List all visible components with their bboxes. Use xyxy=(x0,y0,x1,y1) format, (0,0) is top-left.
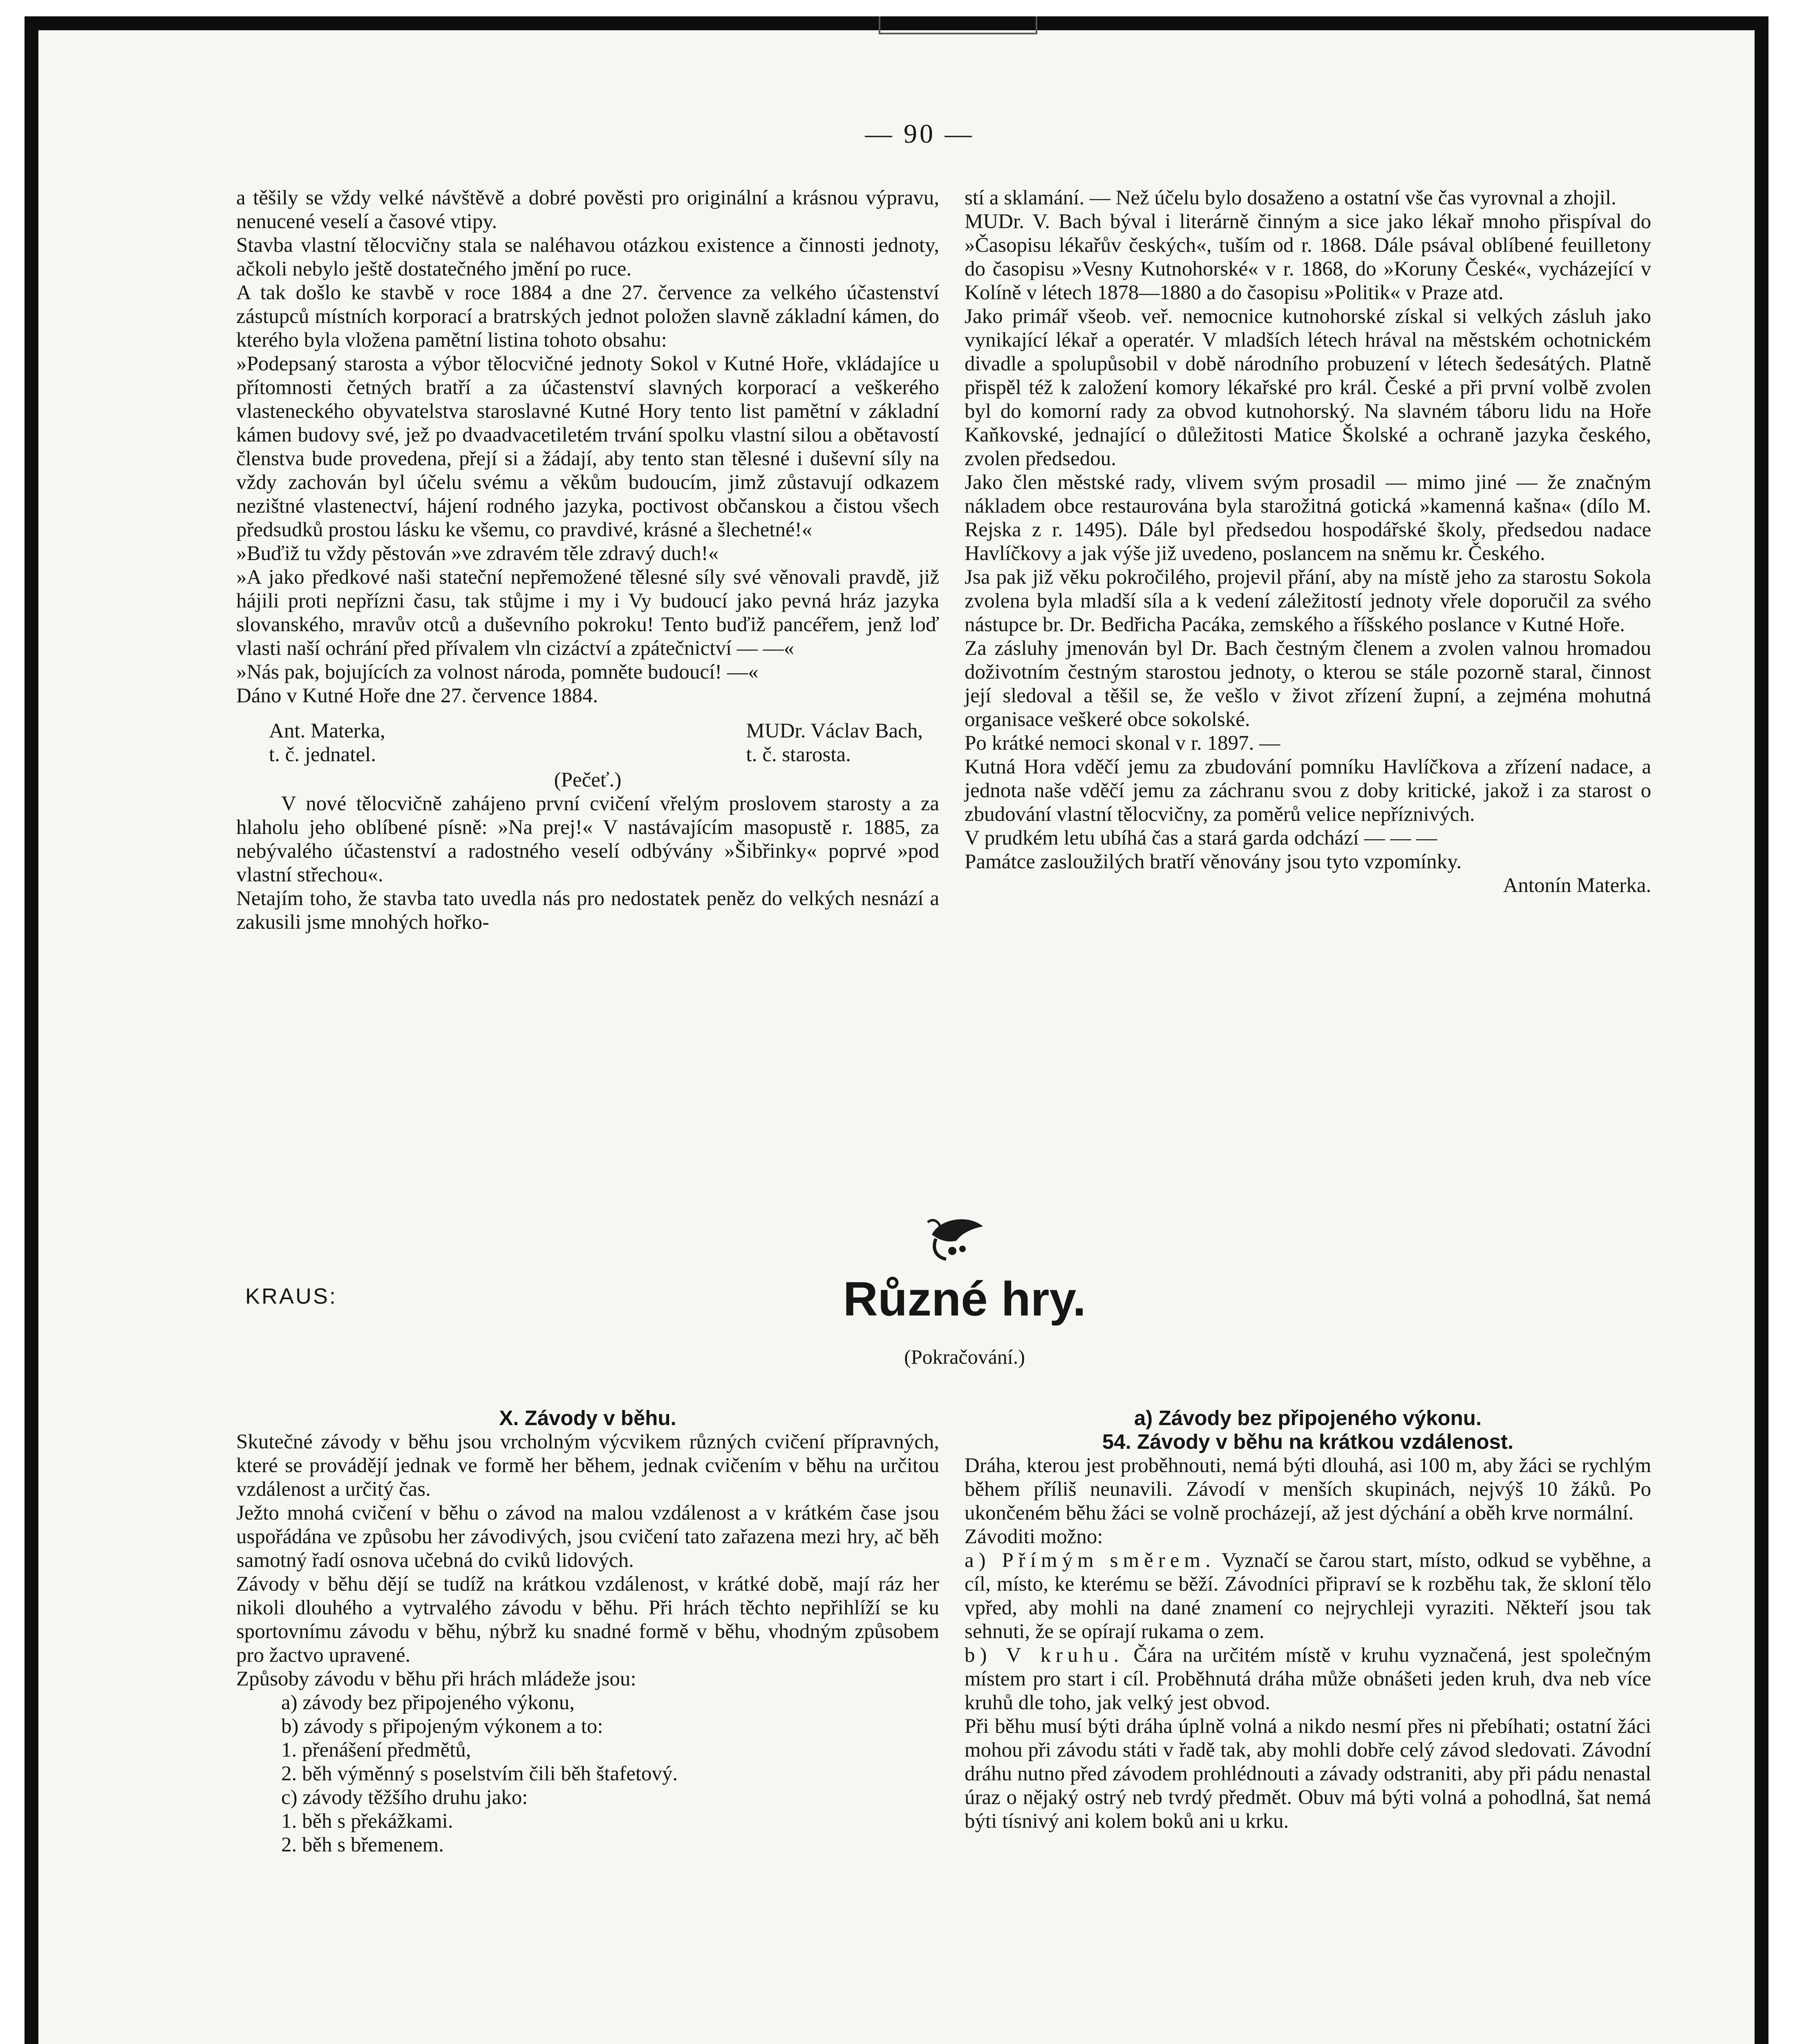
author-label: KRAUS: xyxy=(245,1284,338,1309)
paragraph: stí a sklamání. — Než účelu bylo dosaženo a ostatní vše čas vyrovnal a zhojil. xyxy=(965,186,1616,209)
list-item: c) závody těžšího druhu jako: xyxy=(281,1786,528,1809)
paragraph: Závody v běhu dějí se tudíž na krátkou vzdálenost, v krátké době, mají ráz her nikoli dlouhého a vytrvalého závodu v běhu. Při hrách těchto nepřihlíží se ku sportovnímu závodu v běhu, nýbrž ku snadné formě v běhu, vhodným způsobem pro žactvo upravené. xyxy=(236,1573,939,1667)
column-top-right xyxy=(965,186,1651,897)
leaf-ornament-icon xyxy=(924,1210,989,1263)
paragraph: Závoditi možno: xyxy=(965,1525,1103,1548)
paragraph: Kutná Hora vděčí jemu za zbudování pomníku Havlíčkova a zřízení nadace, a jednota naše vděčí jemu za záchranu svou z doby kritické, jakož i za starost o zbudování vlastní tělocvičny, za poměrů velice nepříznivých. xyxy=(965,755,1651,826)
list-item: 1. běh s překážkami. xyxy=(281,1810,453,1833)
paragraph: Za zásluhy jmenován byl Dr. Bach čestným členem a zvolen valnou hromadou doživotním čestným starostou jednoty, o kterou se stále pozorně staral, činnost její sledoval a těšil se, že vešlo v život zřízení župní, a zejména mohutná organisace veškeré obce sokolské. xyxy=(965,637,1651,731)
emphasis: a) Přímým směrem. xyxy=(965,1549,1215,1572)
paragraph: »Buďiž tu vždy pěstován »ve zdravém těle zdravý duch!« xyxy=(236,542,719,565)
paragraph: Jsa pak již věku pokročilého, projevil přání, aby na místě jeho za starostu Sokola zvolena byla mladší síla a k vedení záležitostí jednoty vřele doporučil za svého nástupce br. Dr. Bedřicha Pacáka, zemského a říšského poslance v Kutné Hoře. xyxy=(965,566,1651,636)
paragraph: »A jako předkové naši stateční nepřemožené tělesné síly své věnovali pravdě, již hájili proti nepřízni času, tak stůjme i my i Vy budoucí jako pevná hráz jazyka slovanského, mravův otců a duševního pokroku! Tento buďiž pancéřem, jenž loď vlasti naší ochrání před přívalem vln cizáctví a zpátečnictví — —« xyxy=(236,566,939,660)
subsection-subtitle: 54. Závody v běhu na krátkou vzdálenost. xyxy=(1102,1430,1514,1453)
signature-name: Ant. Materka, xyxy=(269,719,385,742)
paragraph: Při běhu musí býti dráha úplně volná a nikdo nesmí přes ni přebíhati; ostatní žáci mohou při závodu státi v řadě tak, aby mohli dobře celý závod sledovati. Závodní dráhu nutno před závodem prohlédnouti a závady odstraniti, aby při pádu nenastal úraz o nějaký ostrý neb tvrdý předmět. Obuv má býti volná a pohodlná, šat nemá býti tísnivý ani kolem boků ani u krku. xyxy=(965,1715,1651,1833)
signature-name: MUDr. Václav Bach, xyxy=(746,719,923,742)
section-subheading: (Pokračování.) xyxy=(904,1345,1025,1368)
signature-left xyxy=(269,719,385,766)
date-line: Dáno v Kutné Hoře dne 27. července 1884. xyxy=(236,684,598,707)
paragraph: Jako primář všeob. veř. nemocnice kutnohorské získal si velkých zásluh jako vynikající lékař a operatér. V mladších létech hrával na městském ochotnickém divadle a spolupůsobil v době národního probuzení v létech šedesátých. Platně přispěl též k založení komory lékařské pro král. České a při první volbě zvolen byl do komorní rady za obvod kutnohorský. Na slavném táboru lidu na Hoře Kaňkovské, jednající o důležitosti Matice Školské a ochraně jazyka českého, zvolen předsedou. xyxy=(965,305,1651,470)
paragraph: Po krátké nemoci skonal v r. 1897. — xyxy=(965,732,1280,755)
paragraph: Ježto mnohá cvičení v běhu o závod na malou vzdálenost a v krátkém čase jsou uspořádána ve způsobu her závodivých, jsou cvičení tato zařazena mezi hry, ač běh samotný řadí osnova učebná do cviků lidových. xyxy=(236,1502,939,1572)
column-bottom-right xyxy=(965,1406,1651,1833)
paragraph xyxy=(965,1643,1651,1715)
list-item: 1. přenášení předmětů, xyxy=(281,1739,471,1762)
binding-marks xyxy=(879,16,1037,34)
paragraph: Památce zasloužilých bratří věnovány jsou tyto vzpomínky. xyxy=(965,850,1462,873)
paragraph-text: Čára na určitém místě v kruhu vyznačená, jest společným místem pro start i cíl. Proběhnutá dráha může obnášeti jeden kruh, dva neb více kruhů dle toho, jak velký jest obvod. xyxy=(965,1644,1651,1714)
paragraph: Skutečné závody v běhu jsou vrcholným výcvikem různých cvičení přípravných, které se provádějí jednak ve formě her během, jednak cvičením v běhu na určitou vzdálenost a určitý čas. xyxy=(236,1430,939,1501)
signature-role: t. č. jednatel. xyxy=(269,743,376,766)
column-top-left xyxy=(236,186,939,934)
seal-label: (Pečeť.) xyxy=(554,769,622,791)
signature-right xyxy=(746,719,923,766)
paragraph: Jako člen městské rady, vlivem svým prosadil — mimo jiné — že značným nákladem obce restaurována byla starožitná gotická »kamenná kašna« (dílo M. Rejska z r. 1495). Dále byl předsedou hospodářské školy, předsedou nadace Havlíčkovy a jak výše již uvedeno, poslancem na sněmu kr. Českého. xyxy=(965,471,1651,565)
page-number: — 90 — xyxy=(865,119,974,149)
paragraph: V prudkém letu ubíhá čas a stará garda odchází — — — xyxy=(965,827,1437,849)
list-item: b) závody s připojeným výkonem a to: xyxy=(281,1715,603,1738)
paragraph: Netajím toho, že stavba tato uvedla nás pro nedostatek peněz do velkých nesnází a zakusili jsme mnohých hořko- xyxy=(236,887,939,934)
list-item: a) závody bez připojeného výkonu, xyxy=(281,1691,575,1714)
subsection-title: X. Závody v běhu. xyxy=(499,1406,676,1430)
paragraph: Stavba vlastní tělocvičny stala se naléhavou otázkou existence a činnosti jednoty, ačkoli nebylo ještě dostatečného jmění po ruce. xyxy=(236,234,939,280)
paragraph: »Podepsaný starosta a výbor tělocvičné jednoty Sokol v Kutné Hoře, vkládajíce u přítomnosti četných bratří a za účastenství slavných korporací a veškerého vlasteneckého obyvatelstva staroslavné Kutné Hory tento list pamětní v základní kámen budovy své, jež po dvaadvacetiletém trvání spolku vlastní silou a obětavostí členstva bude provedena, přejí si a žádají, aby tento stan tělesné i duševní síly na vždy zachován byl účelu svému a věkům budoucím, jimž zůstavují odkazem nezištné vlastenectví, hájení rodného jazyka, poctivost občanskou a čistou všech předsudků prostou lásku ke všemu, co pravdivé, krásné a šlechetné!« xyxy=(236,352,939,541)
section-heading: Různé hry. xyxy=(843,1272,1086,1326)
paragraph: MUDr. V. Bach býval i literárně činným a sice jako lékař mnoho přispíval do »Časopisu lékařův českých«, tuším od r. 1868. Dále psával oblíbené feuilletony do časopisu »Vesny Kutnohorské« v r. 1868, do »Koruny České«, vycházející v Kolíně v létech 1878—1880 a do časopisu »Politik« v Praze atd. xyxy=(965,210,1651,304)
author-signature: Antonín Materka. xyxy=(1503,874,1651,897)
paragraph: V nové tělocvičně zahájeno první cvičení vřelým proslovem starosty a za hlaholu jeho oblíbené písně: »Na prej!« V nastávajícím masopustě r. 1885, za nebývalého účastenství a radostného veselí odbývány »Šibřinky« poprvé »pod vlastní střechou«. xyxy=(236,792,939,886)
signature-role: t. č. starosta. xyxy=(746,743,851,766)
paragraph xyxy=(965,1549,1651,1643)
paragraph: Dráha, kterou jest proběhnouti, nemá býti dlouhá, asi 100 m, aby žáci se rychlým během příliš neunavili. Závodí v menších skupinách, nejvýš 10 žáků. Po ukončeném běhu žáci se volně procházejí, až jest dýchání a oběh krve normální. xyxy=(965,1454,1651,1524)
column-bottom-left xyxy=(236,1406,939,1857)
list-item: 2. běh výměnný s poselstvím čili běh štafetový. xyxy=(281,1762,678,1785)
paragraph-text: Vyznačí se čarou start, místo, odkud se vyběhne, a cíl, místo, ke kterému se běží. Závodníci připraví se k rozběhu tak, že skloní tělo vpřed, aby mohli na dané znamení co nejrychleji vyraziti. Někteří jsou tak sehnuti, že se opírají rukama o zem. xyxy=(965,1549,1651,1643)
paragraph: a těšily se vždy velké návštěvě a dobré pověsti pro originální a krásnou výpravu, nenucené veselí a časové vtipy. xyxy=(236,186,939,233)
subsection-title: a) Závody bez připojeného výkonu. xyxy=(1134,1406,1482,1430)
paragraph: A tak došlo ke stavbě v roce 1884 a dne 27. července za velkého účastenství zástupců místních korporací a bratrských jednot položen slavně základní kámen, do kterého byla vložena pamětní listina tohoto obsahu: xyxy=(236,281,939,352)
list-item: 2. běh s břemenem. xyxy=(281,1833,444,1856)
paragraph: Způsoby závodu v běhu při hrách mládeže jsou: xyxy=(236,1667,636,1690)
emphasis: b) V kruhu. xyxy=(965,1644,1124,1667)
signatures xyxy=(236,719,939,766)
paragraph: »Nás pak, bojujících za volnost národa, pomněte budoucí! —« xyxy=(236,661,759,684)
